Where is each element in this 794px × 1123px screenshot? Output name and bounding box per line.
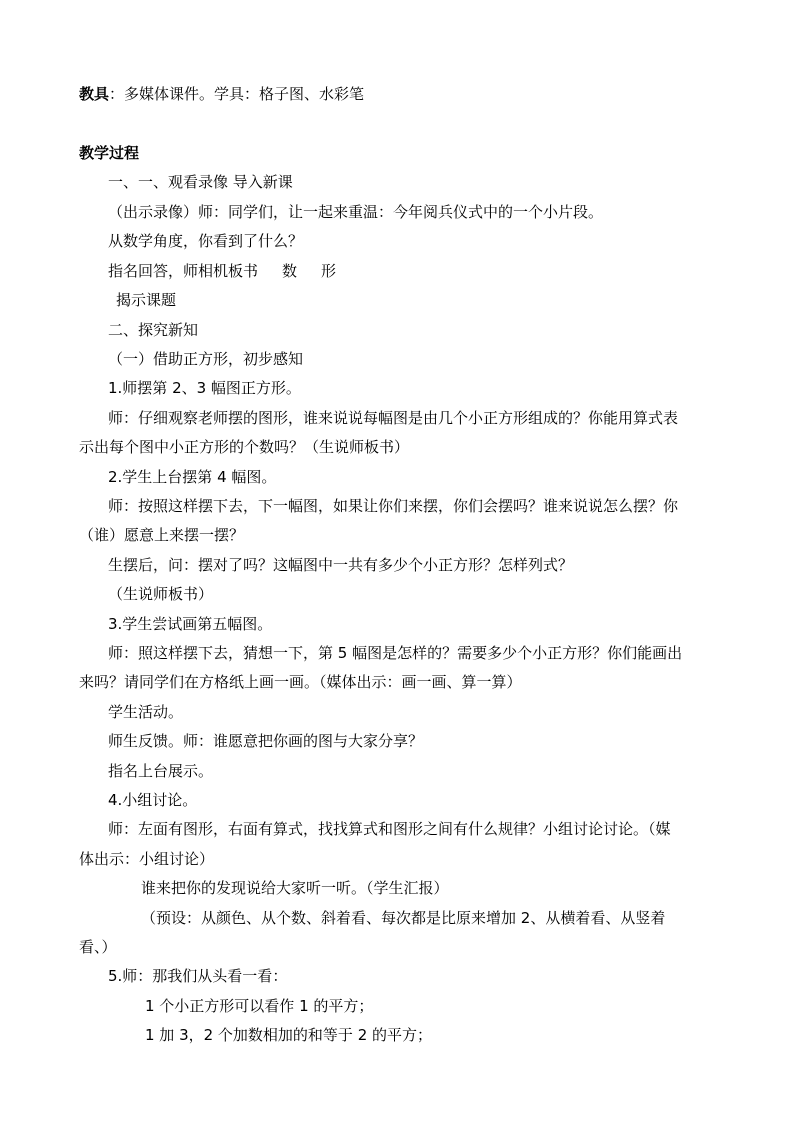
- paragraph-line: 师：按照这样摆下去，下一幅图，如果让你们来摆，你们会摆吗？谁来说说怎么摆？你: [108, 497, 679, 515]
- paragraph-line: 谁来把你的发现说给大家听一听。（学生汇报）: [141, 879, 449, 897]
- paragraph-line: 示出每个图中小正方形的个数吗？（生说师板书）: [79, 438, 410, 456]
- heading-line: 二、探究新知: [108, 321, 199, 339]
- board-writing-text: 指名回答，师相机板书: [108, 262, 259, 280]
- paragraph-line: 师：左面有图形，右面有算式，找找算式和图形之间有什么规律？小组讨论讨论。（媒: [108, 820, 671, 838]
- step-line: 4.小组讨论。: [108, 791, 198, 809]
- paragraph-line: 师：仔细观察老师摆的图形，谁来说说每幅图是由几个小正方形组成的？你能用算式表: [108, 409, 679, 427]
- paragraph-line: （预设：从颜色、从个数、斜着看、每次都是比原来增加 2、从横着看、从竖着: [141, 909, 666, 927]
- paragraph-line: 学生活动。: [108, 703, 184, 721]
- materials-label: 教具: [79, 85, 110, 103]
- paragraph-line: 一、一、观看录像 导入新课: [108, 173, 293, 191]
- step-line: 3.学生尝试画第五幅图。: [108, 615, 273, 633]
- paragraph-line: 指名上台展示。: [108, 762, 214, 780]
- paragraph-line: 看、）: [79, 938, 117, 956]
- step-line: 5.师：那我们从头看一看：: [108, 967, 288, 985]
- paragraph-line: 揭示课题: [116, 291, 177, 309]
- subheading-line: （一）借助正方形，初步感知: [108, 350, 304, 368]
- board-writing-line: [108, 261, 336, 281]
- paragraph-line: 1 个小正方形可以看作 1 的平方；: [145, 997, 374, 1015]
- paragraph-line: 体出示：小组讨论）: [79, 850, 215, 868]
- paragraph-line: 从数学角度，你看到了什么？: [108, 232, 304, 250]
- paragraph-line: 生摆后，问：摆对了吗？这幅图中一共有多少个小正方形？怎样列式？: [108, 556, 574, 574]
- step-line: 1.师摆第 2、3 幅图正方形。: [108, 379, 301, 397]
- paragraph-line: 来吗？请同学们在方格纸上画一画。（媒体出示：画一画、算一算）: [79, 673, 522, 691]
- paragraph-line: （生说师板书）: [108, 585, 214, 603]
- paragraph-line: 师生反馈。师：谁愿意把你画的图与大家分享？: [108, 732, 424, 750]
- board-word-number: 数: [282, 262, 298, 280]
- paragraph-line: （出示录像）师：同学们，让一起来重温：今年阅兵仪式中的一个小片段。: [108, 203, 604, 221]
- paragraph-line: 1 加 3，2 个加数相加的和等于 2 的平方；: [145, 1026, 433, 1044]
- materials-text: ：多媒体课件。学具：格子图、水彩笔: [109, 85, 365, 103]
- paragraph-line: （谁）愿意上来摆一摆？: [79, 526, 245, 544]
- board-word-shape: 形: [321, 262, 337, 280]
- materials-line: [79, 84, 364, 104]
- paragraph-line: 师：照这样摆下去，猜想一下，第 5 幅图是怎样的？需要多少个小正方形？你们能画出: [108, 644, 683, 662]
- step-line: 2.学生上台摆第 4 幅图。: [108, 468, 277, 486]
- section-title: 教学过程: [79, 144, 140, 162]
